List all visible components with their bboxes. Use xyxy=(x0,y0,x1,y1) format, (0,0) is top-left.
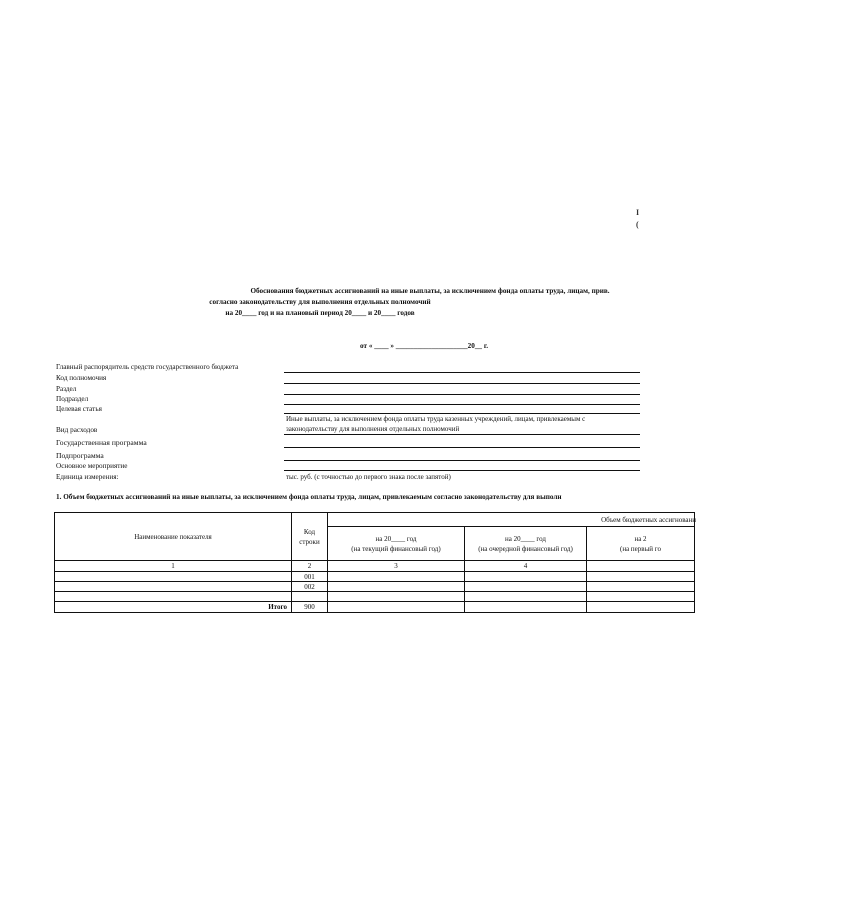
corner-mark-2: ( xyxy=(636,220,639,229)
field-line-vid-rashodov xyxy=(284,434,640,435)
row-code: 001 xyxy=(292,572,328,582)
field-line-gos-programma xyxy=(284,447,640,448)
total-cell xyxy=(328,602,465,613)
field-line-kod-polnomochiya xyxy=(284,383,640,384)
field-label-glavny-rasporyaditel: Главный распорядитель средств государственного бюджета xyxy=(56,363,239,371)
table-row xyxy=(55,582,695,592)
header-year-3: на 2 (на первый го xyxy=(587,527,695,561)
document-title-line-2: согласно законодательству для выполнения отдельных полномочий xyxy=(209,298,431,306)
budget-table xyxy=(54,512,695,613)
row-cell xyxy=(587,572,695,582)
field-label-vid-rashodov: Вид расходов xyxy=(56,426,98,434)
row-code: 002 xyxy=(292,582,328,592)
header-year-2: на 20____ год (на очередной финансовый год) xyxy=(465,527,587,561)
section-1-title: 1. Объем бюджетных ассигнований на иные выплаты, за исключением фонда оплаты труда, лицам, привлекаемым согласно законодательству для выполн xyxy=(56,493,562,501)
total-cell xyxy=(587,602,695,613)
field-label-osnovnoe-meropriyatie: Основное мероприятие xyxy=(56,462,128,470)
header-group: Объем бюджетных ассигновани xyxy=(328,513,695,527)
row-cell xyxy=(465,592,587,602)
document-title-line-1: Обоснования бюджетных ассигнований на иные выплаты, за исключением фонда оплаты труда, лицам, прив. xyxy=(250,287,610,295)
date-line: от « ____ » ____________________20__ г. xyxy=(360,342,489,350)
col-num-3: 3 xyxy=(328,561,465,572)
field-value-vid-rashodov-line-2: законодательству для выполнения отдельных полномочий xyxy=(286,425,460,433)
document-title-line-3: на 20____ год и на плановый период 20____ и 20____ годов xyxy=(225,309,415,317)
row-name xyxy=(55,592,292,602)
header-code: Код строки xyxy=(292,513,328,561)
header-name: Наименование показателя xyxy=(55,513,292,561)
corner-mark-1: I xyxy=(636,208,640,217)
field-line-razdel xyxy=(284,394,640,395)
total-cell xyxy=(465,602,587,613)
table-row xyxy=(55,592,695,602)
field-label-podprogramma: Подпрограмма xyxy=(56,451,104,460)
row-cell xyxy=(587,592,695,602)
field-label-edinitsa-izmereniya: Единица измерения: xyxy=(56,473,119,481)
header-year-1: на 20____ год (на текущий финансовый год) xyxy=(328,527,465,561)
row-name xyxy=(55,582,292,592)
row-name xyxy=(55,572,292,582)
col-num-4: 4 xyxy=(465,561,587,572)
field-line-tselevaya-statya xyxy=(284,413,640,414)
field-label-razdel: Раздел xyxy=(56,385,77,393)
col-num-5 xyxy=(587,561,695,572)
col-num-2: 2 xyxy=(292,561,328,572)
table-row xyxy=(55,572,695,582)
field-label-tselevaya-statya: Целевая статья xyxy=(56,405,102,413)
field-value-edinitsa-izmereniya: тыс. руб. (с точностью до первого знака после запятой) xyxy=(286,473,451,481)
row-code xyxy=(292,592,328,602)
row-cell xyxy=(465,582,587,592)
field-line-podprogramma xyxy=(284,460,640,461)
field-line-osnovnoe-meropriyatie xyxy=(284,470,640,471)
field-value-vid-rashodov: Иные выплаты, за исключением фонда оплаты труда казенных учреждений, лицам, привлекаемым с xyxy=(286,415,586,423)
row-cell xyxy=(328,572,465,582)
col-num-1: 1 xyxy=(55,561,292,572)
row-cell xyxy=(328,592,465,602)
total-row xyxy=(55,602,695,613)
field-line-podrazdel xyxy=(284,404,640,405)
field-label-gos-programma: Государственная программа xyxy=(56,438,147,447)
row-cell xyxy=(587,582,695,592)
field-label-podrazdel: Подраздел xyxy=(56,395,89,403)
field-line-glavny-rasporyaditel xyxy=(284,372,640,373)
row-cell xyxy=(465,572,587,582)
field-label-kod-polnomochiya: Код полномочия xyxy=(56,374,107,382)
row-cell xyxy=(328,582,465,592)
column-number-row xyxy=(55,561,695,572)
total-code: 900 xyxy=(292,602,328,613)
total-label: Итого xyxy=(55,602,292,613)
